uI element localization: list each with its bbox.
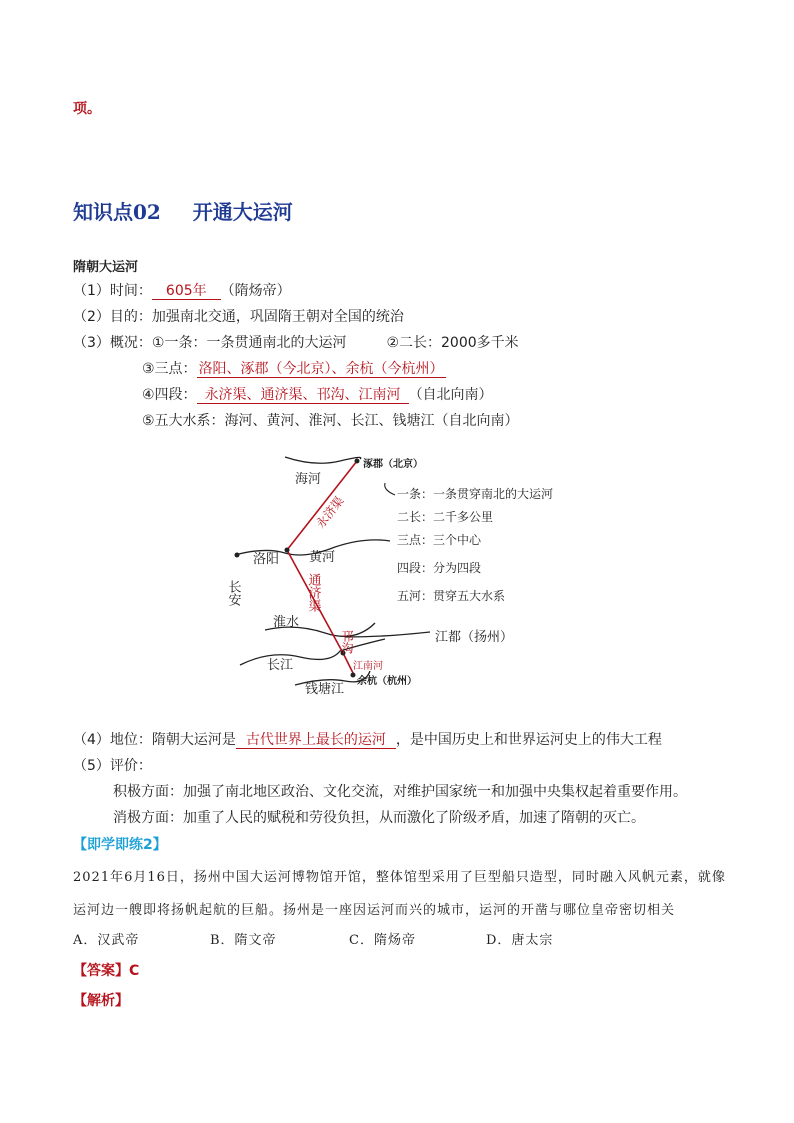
changan-dot: [235, 553, 240, 558]
status-value: 古代世界上最长的运河: [236, 732, 396, 749]
label-jiangdu: 江都（扬州）: [435, 630, 514, 645]
overview-line: [73, 332, 519, 352]
analysis-tag: 【解析】: [73, 993, 129, 1009]
label-haihe: 海河: [295, 472, 322, 487]
canal-map: [225, 445, 575, 705]
five-rivers-line: ⑤五大水系：海河、黄河、淮河、长江、钱塘江（自北向南）: [142, 413, 519, 429]
option-d[interactable]: D．唐太宗: [486, 933, 554, 948]
overview-one: （3）概况：①一条：一条贯通南北的大运河: [73, 335, 347, 351]
luoyang-dot: [285, 548, 290, 553]
purpose-line: （2）目的：加强南北交通，巩固隋王朝对全国的统治: [73, 309, 404, 325]
option-a[interactable]: A．汉武帝: [73, 933, 140, 948]
label-qiantangjiang: 钱塘江: [305, 682, 345, 697]
label-yongjiqu: 永济渠: [313, 493, 347, 531]
evaluation-heading: （5）评价：: [73, 758, 152, 774]
label-changan: 长安: [225, 580, 241, 606]
four-sections-line: [142, 384, 493, 404]
label-zhuojun: 涿郡（北京）: [363, 459, 423, 470]
label-jiangnanhe: 江南河: [353, 661, 383, 672]
label-hangou: 邗沟: [340, 630, 354, 654]
section-number: 知识点02: [73, 200, 161, 224]
four-sections-suffix: （自北向南）: [408, 387, 493, 403]
top-fragment: 项。: [73, 101, 101, 117]
label-tongjiqu: 通济渠: [305, 573, 321, 612]
four-sections-value: 永济渠、通济渠、邗沟、江南河: [197, 387, 409, 404]
practice-question-line-1: 2021年6月16日，扬州中国大运河博物馆开馆，整体馆型采用了巨型船只造型，同时融入风帆元素，就像: [73, 870, 726, 885]
summary-item-3: 三点：三个中心: [397, 533, 482, 547]
summary-item-5: 五河：贯穿五大水系: [397, 589, 506, 603]
jiangnan-canal-line: [343, 653, 353, 673]
three-points-prefix: ③三点：: [142, 361, 197, 377]
evaluation-negative: 消极方面：加重了人民的赋税和劳役负担，从而激化了阶级矛盾，加速了隋朝的灭亡。: [113, 810, 645, 826]
zhuojun-dot: [355, 459, 360, 464]
label-luoyang: 洛阳: [253, 552, 280, 567]
haihe-river-line: [285, 457, 361, 463]
section-heading: [73, 196, 293, 225]
status-suffix: ，是中国历史上和世界运河史上的伟大工程: [395, 732, 662, 748]
evaluation-positive: 积极方面：加强了南北地区政治、文化交流，对维护国家统一和加强中央集权起着重要作用。: [113, 784, 687, 800]
answer-line: [73, 960, 139, 980]
answer-value: C: [129, 963, 140, 979]
time-line: [73, 280, 291, 300]
practice-tag: 【即学即练2】: [73, 837, 167, 853]
practice-question-line-2: 运河边一艘即将扬帆起航的巨船。扬州是一座因运河而兴的城市，运河的开凿与哪位皇帝密切相关: [73, 903, 676, 918]
summary-bracket-1: [385, 483, 395, 495]
label-yuhang: 余杭（杭州）: [357, 676, 417, 687]
three-points-line: [142, 358, 446, 378]
status-prefix: （4）地位：隋朝大运河是: [73, 732, 236, 748]
section-title: 开通大运河: [192, 200, 293, 224]
summary-item-1: 一条：一条贯穿南北的大运河: [397, 487, 554, 501]
label-huaishui: 淮水: [273, 615, 300, 630]
overview-length: ②二长：2000多千米: [386, 335, 519, 351]
time-prefix: （1）时间：: [73, 283, 152, 299]
status-line: [73, 729, 662, 749]
four-sections-prefix: ④四段：: [142, 387, 197, 403]
label-changjiang: 长江: [267, 658, 294, 673]
time-value: 605年: [152, 283, 221, 300]
summary-item-2: 二长：二千多公里: [397, 510, 494, 524]
yuhang-dot: [351, 673, 356, 678]
summary-item-4: 四段：分为四段: [397, 561, 482, 575]
canal-heading: 隋朝大运河: [73, 260, 139, 275]
time-suffix: （隋炀帝）: [220, 283, 291, 299]
answer-tag: 【答案】: [73, 963, 129, 979]
option-c[interactable]: C．隋炀帝: [349, 933, 416, 948]
three-points-value: 洛阳、涿郡（今北京）、余杭（今杭州）: [198, 361, 444, 377]
label-huanghe: 黄河: [309, 550, 336, 565]
option-b[interactable]: B．隋文帝: [210, 933, 277, 948]
